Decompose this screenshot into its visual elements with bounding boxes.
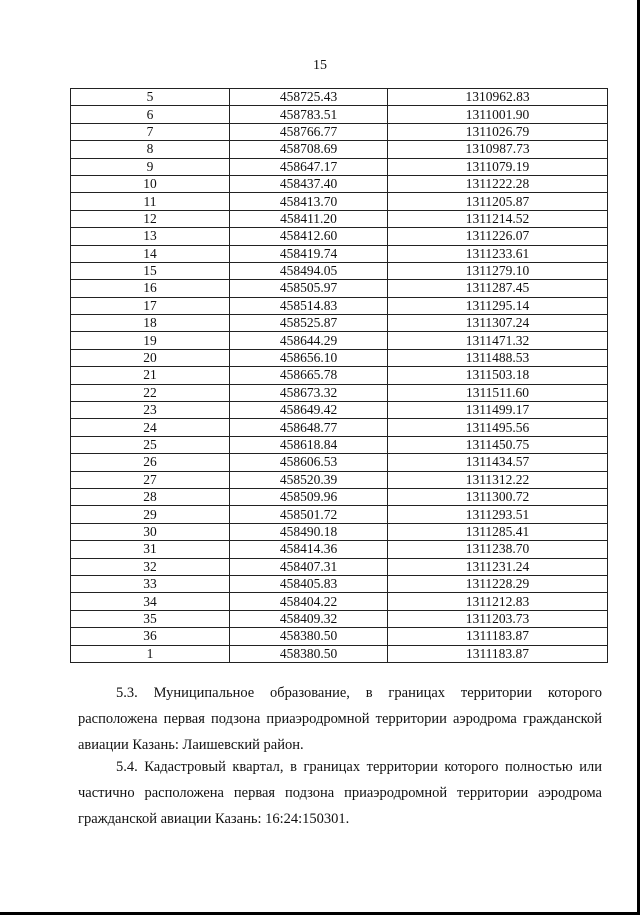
point-number-cell: 12 (71, 210, 230, 227)
x-coordinate-cell: 458509.96 (230, 488, 388, 505)
table-row (71, 523, 608, 540)
table-row (71, 141, 608, 158)
page-number: 15 (313, 58, 327, 73)
table-row (71, 332, 608, 349)
table-row (71, 488, 608, 505)
y-coordinate-cell: 1310987.73 (388, 141, 608, 158)
x-coordinate-cell: 458649.42 (230, 402, 388, 419)
x-coordinate-cell: 458514.83 (230, 297, 388, 314)
x-coordinate-cell: 458673.32 (230, 384, 388, 401)
y-coordinate-cell: 1311222.28 (388, 175, 608, 192)
x-coordinate-cell: 458501.72 (230, 506, 388, 523)
point-number-cell: 6 (71, 106, 230, 123)
point-number-cell: 28 (71, 488, 230, 505)
point-number-cell: 17 (71, 297, 230, 314)
x-coordinate-cell: 458725.43 (230, 89, 388, 106)
point-number-cell: 35 (71, 610, 230, 627)
y-coordinate-cell: 1311238.70 (388, 541, 608, 558)
table-row (71, 106, 608, 123)
table-row (71, 419, 608, 436)
y-coordinate-cell: 1311307.24 (388, 315, 608, 332)
table-row (71, 89, 608, 106)
x-coordinate-cell: 458407.31 (230, 558, 388, 575)
table-row (71, 367, 608, 384)
x-coordinate-cell: 458380.50 (230, 628, 388, 645)
x-coordinate-cell: 458656.10 (230, 349, 388, 366)
x-coordinate-cell: 458525.87 (230, 315, 388, 332)
y-coordinate-cell: 1311511.60 (388, 384, 608, 401)
x-coordinate-cell: 458411.20 (230, 210, 388, 227)
x-coordinate-cell: 458520.39 (230, 471, 388, 488)
point-number-cell: 23 (71, 402, 230, 419)
table-row (71, 402, 608, 419)
point-number-cell: 11 (71, 193, 230, 210)
x-coordinate-cell: 458404.22 (230, 593, 388, 610)
point-number-cell: 29 (71, 506, 230, 523)
x-coordinate-cell: 458783.51 (230, 106, 388, 123)
y-coordinate-cell: 1311293.51 (388, 506, 608, 523)
y-coordinate-cell: 1311300.72 (388, 488, 608, 505)
y-coordinate-cell: 1311233.61 (388, 245, 608, 262)
y-coordinate-cell: 1311279.10 (388, 262, 608, 279)
y-coordinate-cell: 1311183.87 (388, 628, 608, 645)
x-coordinate-cell: 458648.77 (230, 419, 388, 436)
table-row (71, 628, 608, 645)
y-coordinate-cell: 1311499.17 (388, 402, 608, 419)
point-number-cell: 16 (71, 280, 230, 297)
point-number-cell: 18 (71, 315, 230, 332)
point-number-cell: 36 (71, 628, 230, 645)
x-coordinate-cell: 458618.84 (230, 436, 388, 453)
y-coordinate-cell: 1311450.75 (388, 436, 608, 453)
point-number-cell: 14 (71, 245, 230, 262)
table-row (71, 123, 608, 140)
y-coordinate-cell: 1311434.57 (388, 454, 608, 471)
y-coordinate-cell: 1311214.52 (388, 210, 608, 227)
x-coordinate-cell: 458494.05 (230, 262, 388, 279)
paragraph-5-3-text: 5.3. Муниципальное образование, в границах территории которого расположена первая подзона приаэродромной территории аэродрома гражданской авиации Казань: Лаишевский район. (78, 685, 602, 753)
table-row (71, 454, 608, 471)
point-number-cell: 21 (71, 367, 230, 384)
point-number-cell: 30 (71, 523, 230, 540)
table-row (71, 210, 608, 227)
point-number-cell: 19 (71, 332, 230, 349)
x-coordinate-cell: 458766.77 (230, 123, 388, 140)
point-number-cell: 34 (71, 593, 230, 610)
y-coordinate-cell: 1311079.19 (388, 158, 608, 175)
y-coordinate-cell: 1311503.18 (388, 367, 608, 384)
table-row (71, 471, 608, 488)
paragraph-5-3 (78, 680, 602, 758)
x-coordinate-cell: 458647.17 (230, 158, 388, 175)
y-coordinate-cell: 1311226.07 (388, 228, 608, 245)
table-row (71, 610, 608, 627)
point-number-cell: 24 (71, 419, 230, 436)
x-coordinate-cell: 458490.18 (230, 523, 388, 540)
x-coordinate-cell: 458437.40 (230, 175, 388, 192)
y-coordinate-cell: 1311312.22 (388, 471, 608, 488)
y-coordinate-cell: 1311471.32 (388, 332, 608, 349)
x-coordinate-cell: 458405.83 (230, 575, 388, 592)
table-row (71, 558, 608, 575)
point-number-cell: 33 (71, 575, 230, 592)
y-coordinate-cell: 1311001.90 (388, 106, 608, 123)
coordinates-table-body (71, 89, 608, 663)
table-row (71, 349, 608, 366)
x-coordinate-cell: 458665.78 (230, 367, 388, 384)
x-coordinate-cell: 458414.36 (230, 541, 388, 558)
table-row (71, 384, 608, 401)
point-number-cell: 1 (71, 645, 230, 662)
point-number-cell: 31 (71, 541, 230, 558)
paragraph-5-4 (78, 754, 602, 832)
y-coordinate-cell: 1311488.53 (388, 349, 608, 366)
table-row (71, 280, 608, 297)
table-row (71, 541, 608, 558)
table-row (71, 228, 608, 245)
y-coordinate-cell: 1311228.29 (388, 575, 608, 592)
table-row (71, 175, 608, 192)
y-coordinate-cell: 1311285.41 (388, 523, 608, 540)
y-coordinate-cell: 1311203.73 (388, 610, 608, 627)
table-row (71, 262, 608, 279)
table-row (71, 297, 608, 314)
point-number-cell: 7 (71, 123, 230, 140)
table-row (71, 506, 608, 523)
y-coordinate-cell: 1311287.45 (388, 280, 608, 297)
x-coordinate-cell: 458412.60 (230, 228, 388, 245)
y-coordinate-cell: 1311183.87 (388, 645, 608, 662)
y-coordinate-cell: 1311205.87 (388, 193, 608, 210)
x-coordinate-cell: 458505.97 (230, 280, 388, 297)
table-row (71, 315, 608, 332)
y-coordinate-cell: 1311495.56 (388, 419, 608, 436)
y-coordinate-cell: 1311212.83 (388, 593, 608, 610)
point-number-cell: 26 (71, 454, 230, 471)
x-coordinate-cell: 458413.70 (230, 193, 388, 210)
point-number-cell: 5 (71, 89, 230, 106)
coordinates-table (70, 88, 608, 663)
point-number-cell: 25 (71, 436, 230, 453)
table-row (71, 193, 608, 210)
table-row (71, 575, 608, 592)
x-coordinate-cell: 458419.74 (230, 245, 388, 262)
point-number-cell: 13 (71, 228, 230, 245)
x-coordinate-cell: 458708.69 (230, 141, 388, 158)
point-number-cell: 32 (71, 558, 230, 575)
table-row (71, 436, 608, 453)
point-number-cell: 20 (71, 349, 230, 366)
y-coordinate-cell: 1310962.83 (388, 89, 608, 106)
paragraph-5-4-text: 5.4. Кадастровый квартал, в границах территории которого полностью или частично расположена первая подзона приаэродромной территории аэродрома гражданской авиации Казань: 16:24:150301. (78, 759, 602, 827)
point-number-cell: 10 (71, 175, 230, 192)
table-row (71, 645, 608, 662)
y-coordinate-cell: 1311026.79 (388, 123, 608, 140)
point-number-cell: 27 (71, 471, 230, 488)
point-number-cell: 15 (71, 262, 230, 279)
point-number-cell: 22 (71, 384, 230, 401)
x-coordinate-cell: 458409.32 (230, 610, 388, 627)
x-coordinate-cell: 458644.29 (230, 332, 388, 349)
point-number-cell: 8 (71, 141, 230, 158)
x-coordinate-cell: 458380.50 (230, 645, 388, 662)
y-coordinate-cell: 1311231.24 (388, 558, 608, 575)
table-row (71, 245, 608, 262)
y-coordinate-cell: 1311295.14 (388, 297, 608, 314)
table-row (71, 593, 608, 610)
point-number-cell: 9 (71, 158, 230, 175)
table-row (71, 158, 608, 175)
x-coordinate-cell: 458606.53 (230, 454, 388, 471)
